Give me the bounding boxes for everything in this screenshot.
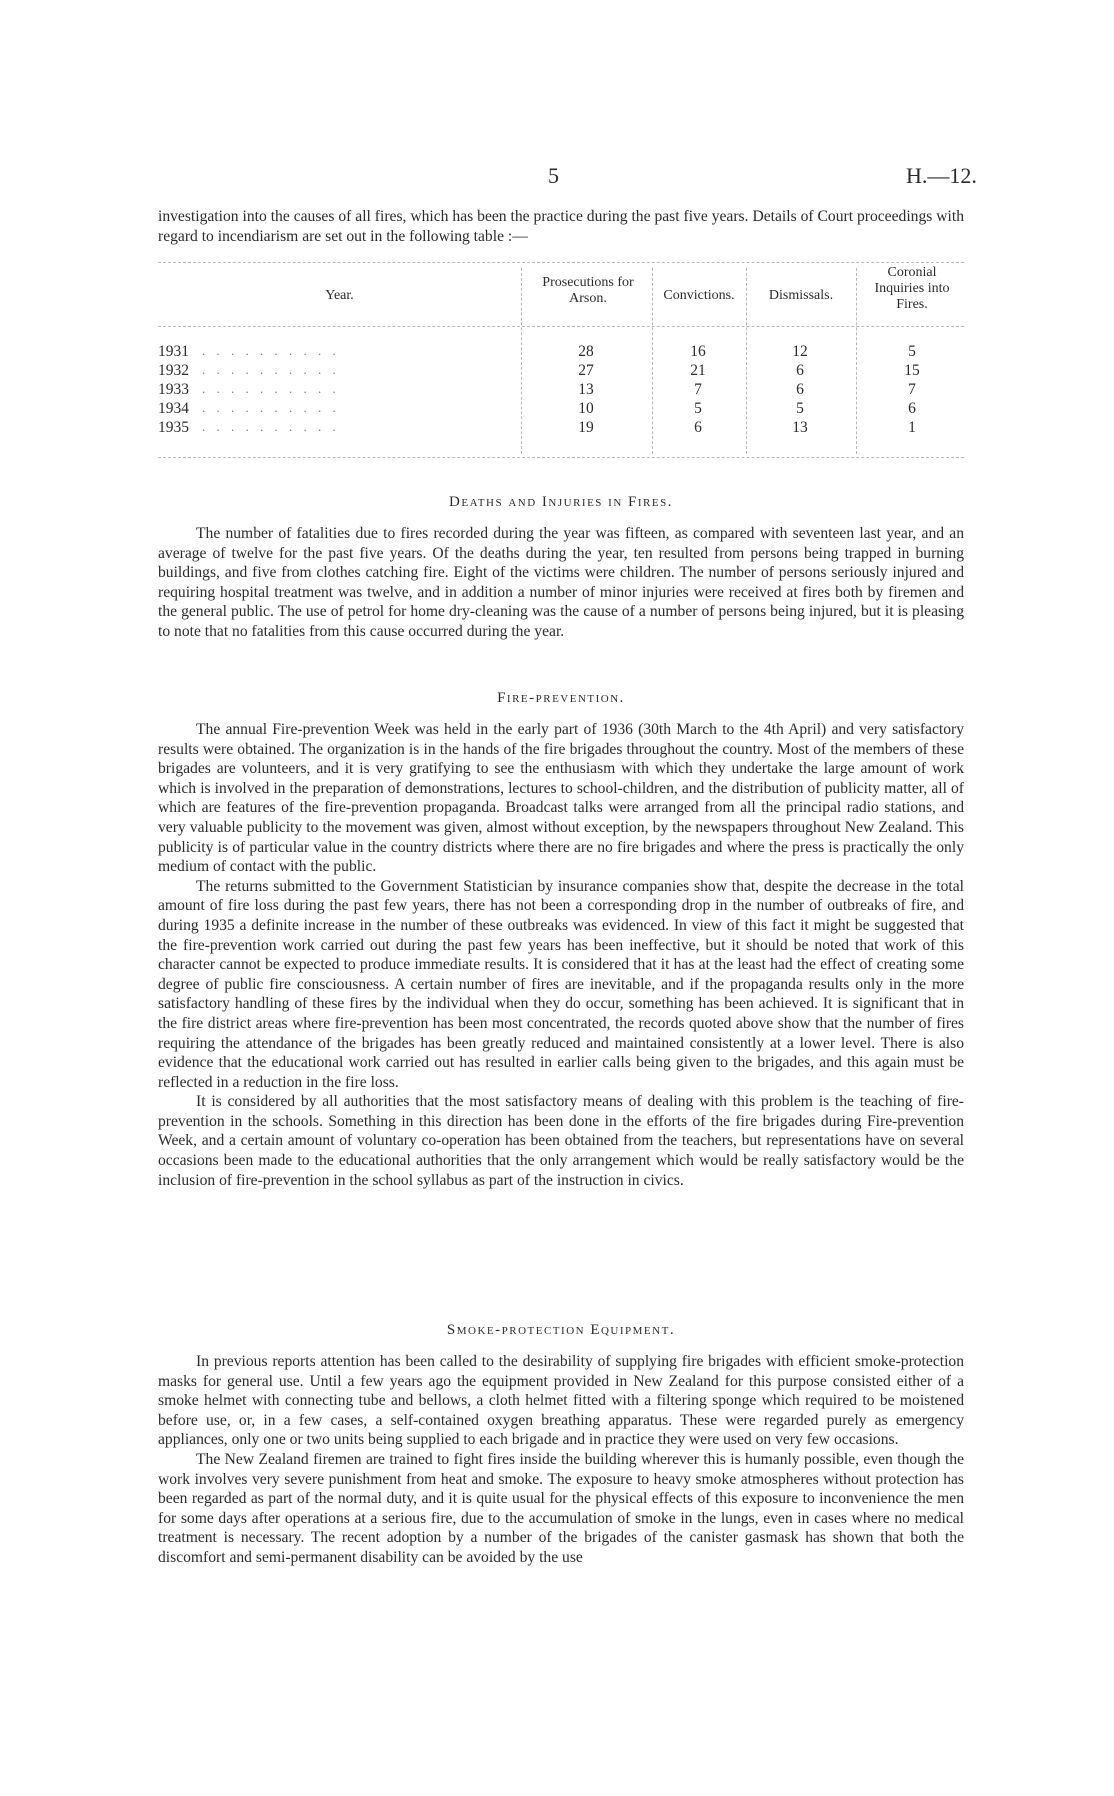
paragraph: The New Zealand firemen are trained to fight fires inside the building wherever this is humanly possible, even though the work involves very severe punishment from heat and smoke. The exposure to heavy smoke atmospheres without protection has been regarded as part of the normal duty, and it is quite usual for the physical effects of this exposure to inconvenience the men for some days after operations at a serious fire, due to the accumulation of smoke in the lungs, even in cases where no medical treatment is necessary. The recent adoption by a number of the brigades of the canister gasmask has shown that both the discomfort and semi-permanent disability can be avoided by the use [158,1450,964,1566]
cell-year: 1932 [158,362,189,379]
intro-paragraph-block [158,207,964,246]
cell-prosecutions: 13 [578,381,594,398]
cell-dismissals: 12 [792,343,808,360]
cell-convictions: 21 [690,362,706,379]
paragraph: It is considered by all authorities that the most satisfactory means of dealing with this problem is the teaching of fire-prevention in the schools. Something in this direction has been done in the efforts of the fire brigades during Fire-prevention Week, and a certain amount of voluntary co-operation has been obtained from the teachers, but representations have on several occasions been made to the educational authorities that the only arrangement which would be really satisfactory would be the inclusion of fire-prevention in the school syllabus as part of the instruction in civics. [158,1093,964,1189]
table-row [158,381,964,400]
header-coronial: Coronial Inquiries into Fires. [874,265,950,312]
paragraph: The returns submitted to the Government Statistician by insurance companies show that, despite the decrease in the total amount of fire loss during the past few years, there has not been a corresponding drop in the number of outbreaks of fire, and during 1935 a definite increase in the number of these outbreaks was evidenced. In view of this fact it might be suggested that the fire-prevention work carried out during the past few years has been ineffective, but it should be noted that work of this character cannot be expected to produce immediate results. It is considered that it has at the least had the effect of creating some degree of public fire consciousness. A certain number of fires are inevitable, and if the propaganda results only in the more satisfactory handling of these fires by the individual when they do occur, something has been achieved. It is significant that in the fire district areas where fire-prevention has been most concentrated, the records quoted above show that the number of fires requiring the attendance of the brigades has been greatly reduced and maintained consistently at a lower level. There is also evidence that the educational work carried out has resulted in earlier calls being given to the brigades, and this again must be reflected in a reduction in the fire loss. [158,877,964,1091]
cell-prosecutions: 28 [578,343,594,360]
cell-year: 1935 [158,419,189,436]
section-body-fire-prevention [158,720,964,1190]
cell-coronial: 7 [908,381,916,398]
dot-leader: . . . . . . . . . . [202,400,340,415]
page-number: 5 [548,163,559,188]
cell-dismissals: 6 [796,362,804,379]
table-row [158,362,964,381]
paragraph: The number of fatalities due to fires recorded during the year was fifteen, as compared with seventeen last year, and an average of twelve for the past five years. Of the deaths during the year, ten resulted from persons being trapped in burning buildings, and five from clothes catching fire. Eight of the victims were children. The number of persons seriously injured and requiring hospital treatment was twelve, and in addition a number of minor injuries were received at fires both by firemen and the general public. The use of petrol for home dry-cleaning was the cause of a number of persons being injured, but it is pleasing to note that no fatalities from this cause occurred during the year. [158,525,964,640]
table-row [158,400,964,419]
cell-convictions: 5 [694,400,702,417]
dot-leader: . . . . . . . . . . [202,419,340,434]
section-body-smoke-protection [158,1352,964,1568]
paragraph: In previous reports attention has been called to the desirability of supplying fire brigades with efficient smoke-protection masks for general use. Until a few years ago the equipment provided in New Zealand for this purpose consisted either of a smoke helmet with connecting tube and bellows, a cloth helmet fitted with a filtering sponge which required to be moistened before use, or, in a few cases, a self-contained oxygen breathing apparatus. These were regarded purely as emergency appliances, only one or two units being supplied to each brigade and in practice they were used on very few occasions. [158,1353,964,1449]
header-convictions: Convictions. [663,288,735,303]
header-prosecutions: Prosecutions for Arson. [542,275,634,306]
cell-coronial: 6 [908,400,916,417]
court-proceedings-table [158,262,964,458]
cell-dismissals: 6 [796,381,804,398]
section-heading-smoke-protection: Smoke-protection Equipment. [446,1322,676,1338]
header-dismissals: Dismissals. [768,288,834,303]
cell-prosecutions: 27 [578,362,594,379]
cell-dismissals: 13 [792,419,808,436]
cell-convictions: 7 [694,381,702,398]
cell-convictions: 6 [694,419,702,436]
cell-dismissals: 5 [796,400,804,417]
intro-paragraph: investigation into the causes of all fires, which has been the practice during the past five years. Details of Court proceedings with regard to incendiarism are set out in the following table :— [158,208,964,245]
dot-leader: . . . . . . . . . . [202,381,340,396]
cell-coronial: 1 [908,419,916,436]
section-body-deaths [158,524,964,642]
dot-leader: . . . . . . . . . . [202,343,340,358]
table-row [158,343,964,362]
section-heading-deaths: Deaths and Injuries in Fires. [449,494,673,510]
cell-prosecutions: 19 [578,419,594,436]
cell-year: 1931 [158,343,189,360]
page-reference: H.—12. [906,163,977,188]
section-heading-fire-prevention: Fire-prevention. [497,690,625,706]
cell-year: 1934 [158,400,189,417]
cell-coronial: 15 [904,362,920,379]
paragraph: The annual Fire-prevention Week was held in the early part of 1936 (30th March to the 4th April) and very satisfactory results were obtained. The organization is in the hands of the fire brigades throughout the country. Most of the members of these brigades are volunteers, and it is very gratifying to see the enthusiasm with which they undertake the large amount of work which is involved in the preparation of demonstrations, lectures to school-children, and the distribution of publicity matter, all of which are features of the fire-prevention propaganda. Broadcast talks were arranged from all the principal radio stations, and very valuable publicity to the movement was given, almost without exception, by the newspapers throughout New Zealand. This publicity is of particular value in the country districts where there are no fire brigades and where the press is practically the only medium of contact with the public. [158,721,964,876]
table-row [158,419,964,438]
dot-leader: . . . . . . . . . . [202,362,340,377]
cell-convictions: 16 [690,343,706,360]
cell-year: 1933 [158,381,189,398]
cell-coronial: 5 [908,343,916,360]
cell-prosecutions: 10 [578,400,594,417]
header-year: Year. [325,288,354,303]
